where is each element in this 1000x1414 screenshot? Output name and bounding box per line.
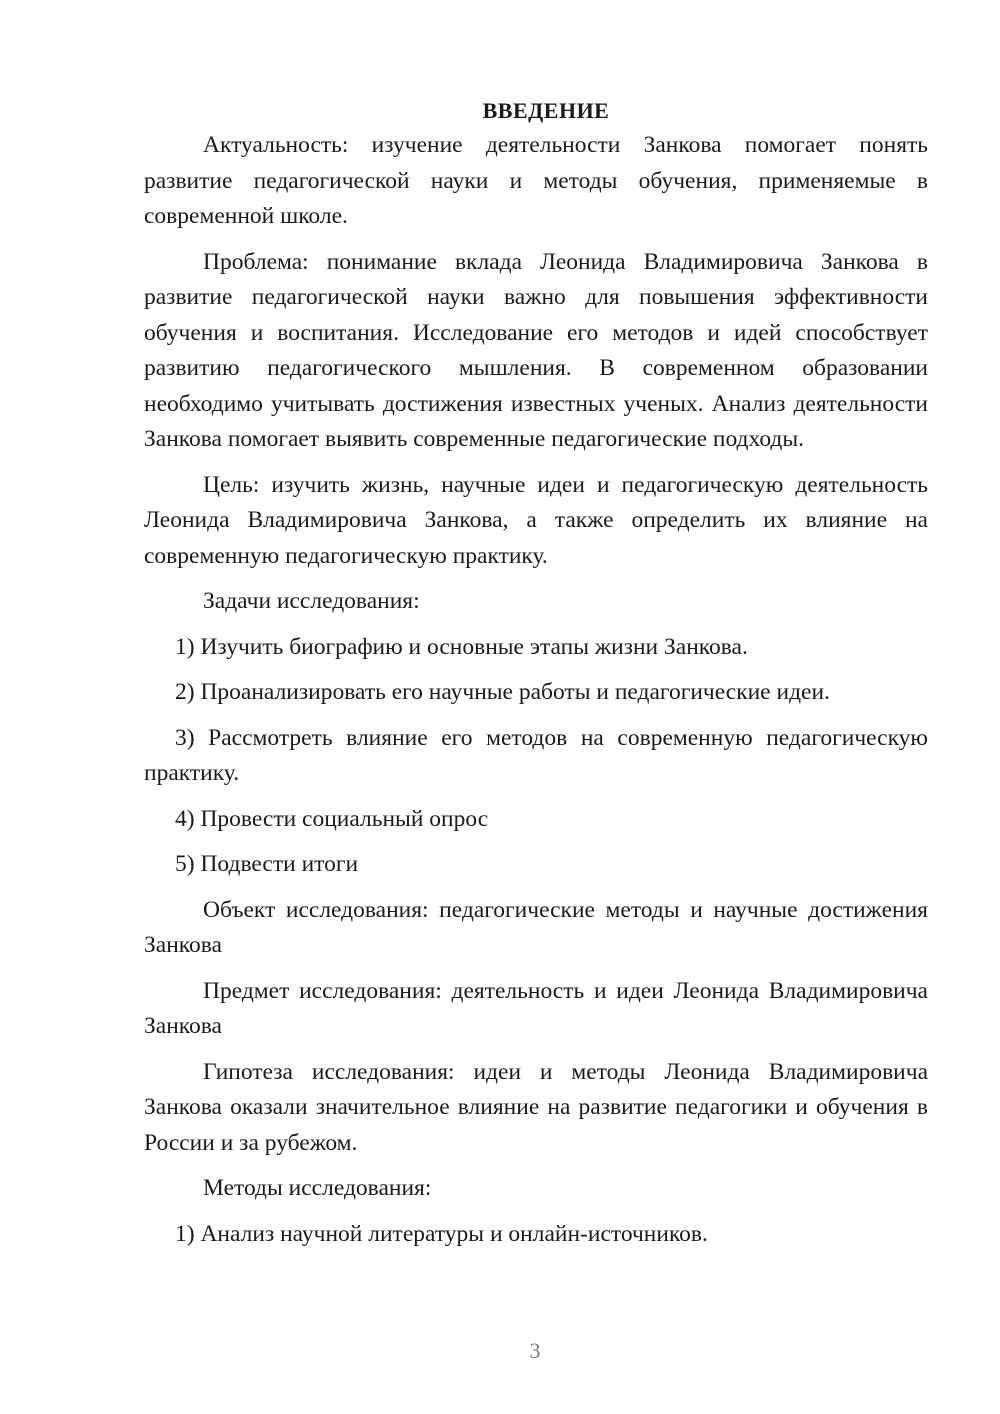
paragraph-relevance: Актуальность: изучение деятельности Занкова помогает понять развитие педагогической науки и методы обучения, применяемые в современной школе. xyxy=(144,132,928,229)
paragraph-tasks-heading: Задачи исследования: xyxy=(203,588,420,614)
task-item-5: 5) Подвести итоги xyxy=(175,851,359,877)
paragraph-hypothesis: Гипотеза исследования: идеи и методы Леонида Владимировича Занкова оказали значительное влияние на развитие педагогики и обучения в России и за рубежом. xyxy=(144,1058,928,1156)
paragraph-methods-heading: Методы исследования: xyxy=(203,1175,432,1201)
paragraph-subject: Предмет исследования: деятельность и идеи Леонида Владимировича Занкова xyxy=(144,977,928,1039)
task-item-3: 3) Рассмотреть влияние его методов на современную педагогическую практику. xyxy=(144,724,928,786)
method-item-1: 1) Анализ научной литературы и онлайн-источников. xyxy=(175,1220,708,1247)
paragraph-object: Объект исследования: педагогические методы и научные достижения Занкова xyxy=(144,896,928,958)
paragraph-goal: Цель: изучить жизнь, научные идеи и педагогическую деятельность Леонида Владимировича Занкова, а также определить их влияние на современную педагогическую практику. xyxy=(144,471,928,569)
page-number: 3 xyxy=(529,1338,541,1363)
page-content xyxy=(144,93,928,1252)
paragraph-problem: Проблема: понимание вклада Леонида Владимировича Занкова в развитие педагогической науки важно для повышения эффективности обучения и воспитания. Исследование его методов и идей способствует развитию педагогического мышления. В современном образовании необходимо учитывать достижения известных ученых. Анализ деятельности Занкова помогает выявить современные педагогические подходы. xyxy=(144,248,928,452)
task-item-4: 4) Провести социальный опрос xyxy=(175,805,489,832)
task-item-1: 1) Изучить биографию и основные этапы жизни Занкова. xyxy=(175,633,748,660)
task-item-2: 2) Проанализировать его научные работы и педагогические идеи. xyxy=(175,679,830,705)
page-title: ВВЕДЕНИЕ xyxy=(482,98,610,123)
